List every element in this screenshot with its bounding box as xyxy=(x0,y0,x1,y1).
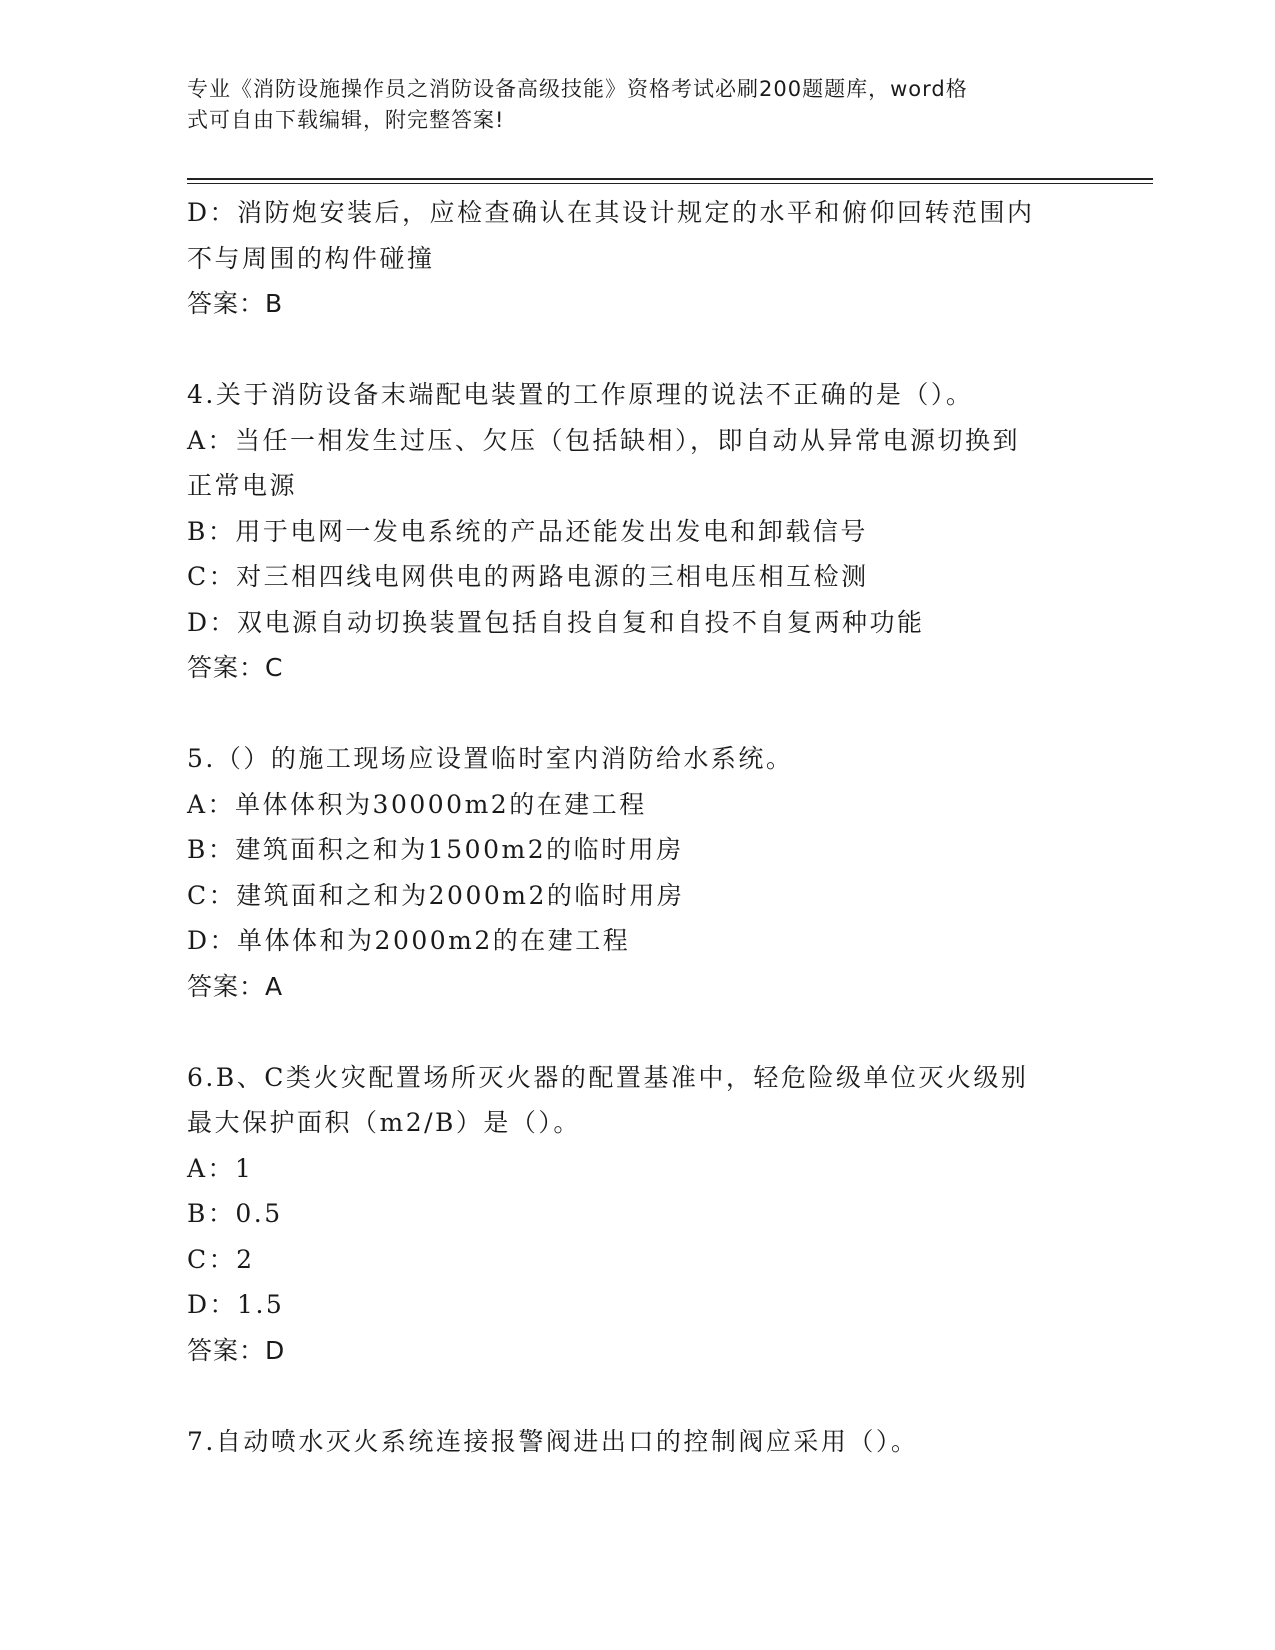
header-rule-thick xyxy=(187,178,1153,180)
q4-option-d: D：双电源自动切换装置包括自投自复和自投不自复两种功能 xyxy=(187,607,925,637)
q6-answer: 答案：D xyxy=(187,1335,286,1365)
spacer xyxy=(187,691,1087,737)
q5-option-a: A：单体体积为30000m2的在建工程 xyxy=(187,789,647,819)
q6-stem-line-1: 6.B、C类火灾配置场所灭火器的配置基准中，轻危险级单位灭火级别 xyxy=(187,1062,1029,1092)
q4-option-c: C：对三相四线电网供电的两路电源的三相电压相互检测 xyxy=(187,562,869,591)
header-line-1: 专业《消防设施操作员之消防设备高级技能》资格考试必刷200题题库，word格 xyxy=(187,77,968,101)
question-content xyxy=(187,190,1087,1464)
question-3-tail xyxy=(187,190,1087,327)
q5-stem: 5.（）的施工现场应设置临时室内消防给水系统。 xyxy=(187,744,794,773)
spacer xyxy=(187,1009,1087,1055)
q5-option-c: C：建筑面和之和为2000m2的临时用房 xyxy=(187,880,685,910)
question-6 xyxy=(187,1055,1087,1374)
q4-stem: 4.关于消防设备末端配电装置的工作原理的说法不正确的是（）。 xyxy=(187,380,974,409)
q6-option-b: B：0.5 xyxy=(187,1199,283,1228)
q3-option-d-line-1: D：消防炮安装后，应检查确认在其设计规定的水平和俯仰回转范围内 xyxy=(187,198,1035,227)
q6-option-c: C：2 xyxy=(187,1244,255,1274)
q3-answer: 答案：B xyxy=(187,289,284,318)
q4-option-a-line-1: A：当任一相发生过压、欠压（包括缺相），即自动从异常电源切换到 xyxy=(187,425,1021,455)
q4-answer: 答案：C xyxy=(187,653,284,682)
question-5 xyxy=(187,736,1087,1009)
header-rule-thin xyxy=(187,183,1153,184)
q5-answer: 答案：A xyxy=(187,971,284,1001)
q5-option-b: B：建筑面积之和为1500m2的临时用房 xyxy=(187,835,684,864)
q6-stem-line-2: 最大保护面积（m2/B）是（）。 xyxy=(187,1108,581,1137)
spacer xyxy=(187,327,1087,373)
q7-stem: 7.自动喷水灭火系统连接报警阀进出口的控制阀应采用（）。 xyxy=(187,1426,919,1456)
q3-option-d-line-2: 不与周围的构件碰撞 xyxy=(187,243,435,273)
document-header xyxy=(187,74,1067,136)
q6-option-d: D：1.5 xyxy=(187,1290,285,1319)
spacer xyxy=(187,1373,1087,1419)
header-line-2: 式可自由下载编辑，附完整答案! xyxy=(187,108,505,132)
q4-option-a-line-2: 正常电源 xyxy=(187,471,298,500)
q4-option-b: B：用于电网一发电系统的产品还能发出发电和卸载信号 xyxy=(187,516,868,546)
question-7 xyxy=(187,1419,1087,1465)
q5-option-d: D：单体体和为2000m2的在建工程 xyxy=(187,926,631,955)
q6-option-a: A：1 xyxy=(187,1153,254,1183)
question-4 xyxy=(187,372,1087,691)
